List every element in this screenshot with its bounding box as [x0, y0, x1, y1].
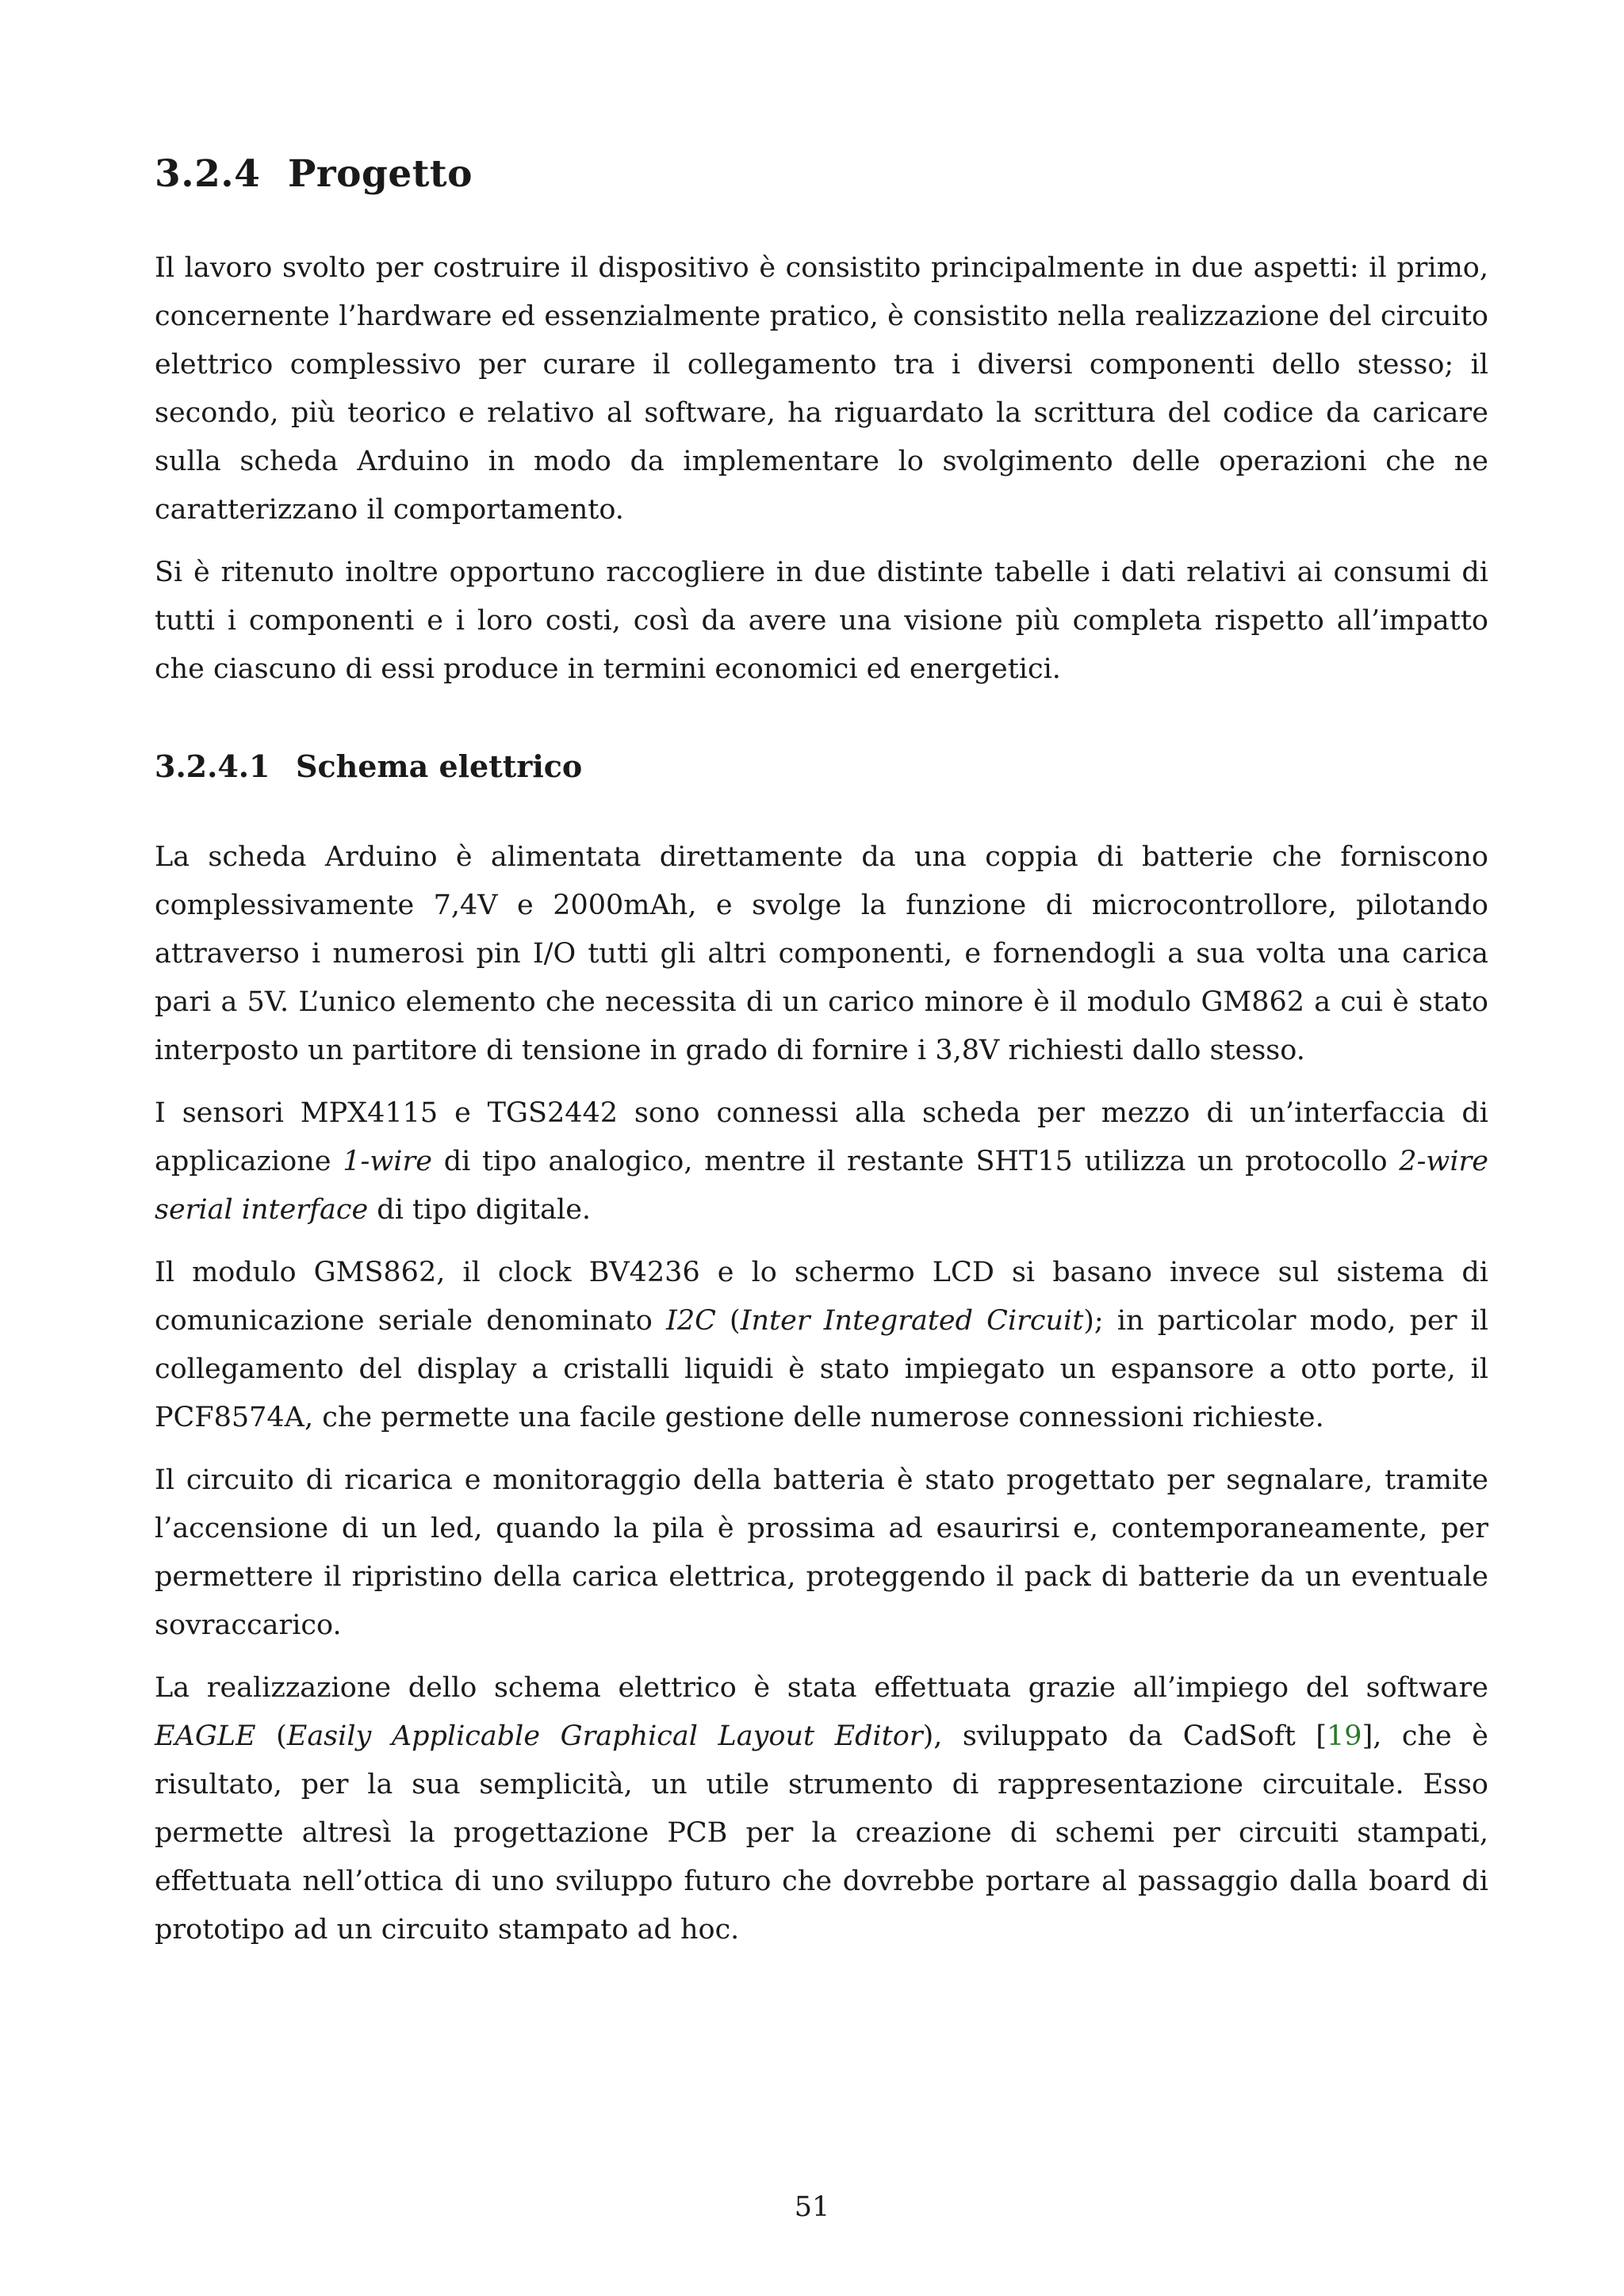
sensors-text-1: I sensori MPX4115 e TGS2442 sono connessi alla scheda per mezzo di un’interfaccia di applicazione [155, 1097, 1488, 1177]
charging-paragraph: Il circuito di ricarica e monitoraggio della batteria è stato progettato per segnalare, tramite l’accensione di un led, quando la pila è prossima ad esaurirsi e, contemporaneamente, per permettere il ripristino della carica elettrica, proteggendo il pack di batterie da un eventuale sovraccarico. [155, 1464, 1488, 1641]
i2c-text-2: ( [715, 1305, 741, 1337]
eagle-emph-name: EAGLE [155, 1720, 256, 1752]
sensors-paragraph [155, 1089, 1488, 1234]
eagle-text-3: ), sviluppato da CadSoft [ [922, 1720, 1327, 1752]
sensors-text-2: di tipo analogico, mentre il restante SHT15 utilizza un protocollo [431, 1146, 1400, 1177]
eagle-text-1: La realizzazione dello schema elettrico è stata effettuata grazie all’impiego del software [155, 1672, 1488, 1704]
sensors-emph-1wire: 1-wire [343, 1146, 432, 1177]
i2c-text-1: Il modulo GMS862, il clock BV4236 e lo schermo LCD si basano invece sul sistema di comunicazione seriale denominato [155, 1257, 1488, 1337]
sensors-emph-2wire: 2-wire serial interface [155, 1146, 1488, 1226]
intro-paragraph-1: Il lavoro svolto per costruire il dispositivo è consistito principalmente in due aspetti: il primo, concernente l’hardware ed essenzialmente pratico, è consistito nella realizzazione del circuito elettrico complessivo per curare il collegamento tra i diversi componenti dello stesso; il secondo, più teorico e relativo al software, ha riguardato la scrittura del codice da caricare sulla scheda Arduino in modo da implementare lo svolgimento delle operazioni che ne caratterizzano il comportamento. [155, 252, 1488, 526]
citation-link[interactable]: 19 [1327, 1720, 1362, 1752]
subsection-heading [155, 748, 1488, 786]
eagle-text-2: ( [255, 1720, 287, 1752]
i2c-paragraph [155, 1249, 1488, 1442]
i2c-emph-expansion: Inter Integrated Circuit [740, 1305, 1084, 1337]
subsection-title: Schema elettrico [296, 748, 583, 784]
power-supply-paragraph: La scheda Arduino è alimentata direttamente da una coppia di batterie che forniscono complessivamente 7,4V e 2000mAh, e svolge la funzione di microcontrollore, pilotando attraverso i numerosi pin I/O tutti gli altri componenti, e fornendogli a sua volta una carica pari a 5V. L’unico elemento che necessita di un carico minore è il modulo GM862 a cui è stato interposto un partitore di tensione in grado di fornire i 3,8V richiesti dallo stesso. [155, 841, 1488, 1066]
sensors-text-3: di tipo digitale. [368, 1194, 592, 1226]
eagle-paragraph [155, 1664, 1488, 1954]
page-number: 51 [794, 2191, 830, 2223]
section-number: 3.2.4 [155, 152, 261, 196]
i2c-text-3: ); in particolar modo, per il collegamento del display a cristalli liquidi è stato impiegato un espansore a otto porte, il PCF8574A, che permette una facile gestione delle numerose connessioni richieste. [155, 1305, 1488, 1433]
intro-paragraph-2: Si è ritenuto inoltre opportuno raccogliere in due distinte tabelle i dati relativi ai consumi di tutti i componenti e i loro costi, così da avere una visione più completa rispetto all’impatto che ciascuno di essi produce in termini economici ed energetici. [155, 557, 1488, 685]
i2c-emph-acronym: I2C [666, 1305, 716, 1337]
page-content [155, 151, 1488, 1969]
subsection-number: 3.2.4.1 [155, 748, 270, 784]
eagle-text-4: ], che è risultato, per la sua semplicità, un utile strumento di rappresentazione circuitale. Esso permette altresì la progettazione PCB per la creazione di schemi per circuiti stampati, effettuata nell’ottica di uno sviluppo futuro che dovrebbe portare al passaggio dalla board di prototipo ad un circuito stampato ad hoc. [155, 1720, 1488, 1946]
eagle-emph-expansion: Easily Applicable Graphical Layout Editor [286, 1720, 923, 1752]
section-heading [155, 151, 1488, 198]
section-title: Progetto [288, 152, 473, 196]
